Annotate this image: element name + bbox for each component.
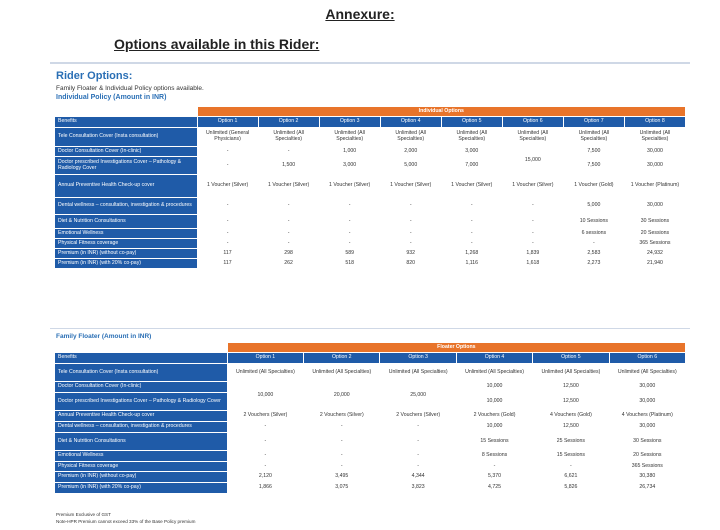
floater-header-option-2: Option 2 <box>304 353 379 363</box>
floater-cell: Unlimited (All Specialties) <box>304 364 379 381</box>
individual-cell: 1,839 <box>503 249 563 258</box>
individual-cell: Unlimited (All Specialties) <box>381 128 441 146</box>
individual-header-option-4: Option 4 <box>381 117 441 127</box>
individual-cell: - <box>198 157 258 174</box>
individual-cell: Unlimited (All Specialties) <box>320 128 380 146</box>
floater-cell: 1,866 <box>228 483 303 493</box>
individual-cell: 1,500 <box>259 157 319 174</box>
floater-header-row <box>55 353 685 363</box>
individual-cell: - <box>198 198 258 214</box>
individual-cell: - <box>259 198 319 214</box>
individual-cell: 1 Voucher (Silver) <box>198 175 258 197</box>
individual-row <box>55 229 685 238</box>
individual-header-option-1: Option 1 <box>198 117 258 127</box>
floater-cell: - <box>304 451 379 461</box>
floater-header-option-5: Option 5 <box>533 353 608 363</box>
floater-row <box>55 483 685 493</box>
individual-header-row <box>55 117 685 127</box>
floater-cell: 25,000 <box>380 382 455 410</box>
floater-cell: 20 Sessions <box>610 451 685 461</box>
individual-header-benefits: Benefits <box>55 117 197 127</box>
floater-cell: 10,000 <box>457 382 532 392</box>
individual-cell: 1 Voucher (Silver) <box>320 175 380 197</box>
individual-cell: - <box>381 215 441 228</box>
individual-cell: 2,583 <box>564 249 624 258</box>
floater-cell: - <box>228 422 303 432</box>
individual-cell: 5,000 <box>381 157 441 174</box>
individual-cell: Unlimited (All Specialties) <box>442 128 502 146</box>
floater-cell: 26,734 <box>610 483 685 493</box>
individual-cell: 2,000 <box>381 147 441 156</box>
floater-row <box>55 472 685 482</box>
individual-cell: 117 <box>198 259 258 268</box>
individual-row <box>55 175 685 197</box>
floater-cell: 2,120 <box>228 472 303 482</box>
individual-banner-spacer <box>55 107 197 116</box>
floater-cell: - <box>380 451 455 461</box>
individual-row <box>55 157 685 174</box>
floater-benefit-label: Emotional Wellness <box>55 451 227 461</box>
floater-cell: 10,000 <box>457 422 532 432</box>
floater-banner-spacer <box>55 343 227 352</box>
individual-cell: 1 Voucher (Silver) <box>442 175 502 197</box>
individual-cell: 589 <box>320 249 380 258</box>
individual-cell: - <box>320 239 380 248</box>
individual-cell: 6 sessions <box>564 229 624 238</box>
individual-cell: Unlimited (All Specialties) <box>259 128 319 146</box>
individual-header-option-8: Option 8 <box>625 117 685 127</box>
individual-cell: 1 Voucher (Gold) <box>564 175 624 197</box>
floater-benefit-label: Annual Preventive Health Check-up cover <box>55 411 227 421</box>
floater-cell: 15 Sessions <box>533 451 608 461</box>
floater-cell: 5,826 <box>533 483 608 493</box>
individual-benefit-label: Dental wellness – consultation, investigation & procedures <box>55 198 197 214</box>
individual-cell: 2,273 <box>564 259 624 268</box>
floater-cell: Unlimited (All Specialties) <box>457 364 532 381</box>
floater-benefit-label: Doctor Consultation Cover (In-clinic) <box>55 382 227 392</box>
floater-row <box>55 422 685 432</box>
floater-cell: 3,823 <box>380 483 455 493</box>
individual-cell: 20 Sessions <box>625 229 685 238</box>
floater-benefit-label: Physical Fitness coverage <box>55 462 227 471</box>
floater-cell: - <box>304 462 379 471</box>
individual-cell: - <box>259 239 319 248</box>
floater-header-option-6: Option 6 <box>610 353 685 363</box>
rider-options-title: Rider Options: <box>56 70 133 82</box>
floater-benefit-label: Dental wellness – consultation, investigation & procedures <box>55 422 227 432</box>
individual-benefit-label: Diet & Nutrition Consultations <box>55 215 197 228</box>
individual-cell: 1 Voucher (Silver) <box>503 175 563 197</box>
individual-banner-row <box>55 107 685 116</box>
floater-cell: 12,500 <box>533 382 608 392</box>
individual-cell: 7,500 <box>564 147 624 156</box>
individual-cell: - <box>320 215 380 228</box>
individual-cell: - <box>198 147 258 156</box>
individual-cell: 1,618 <box>503 259 563 268</box>
floater-cell: 30 Sessions <box>610 433 685 450</box>
individual-cell: 21,940 <box>625 259 685 268</box>
floater-cell: - <box>228 433 303 450</box>
individual-cell: - <box>198 215 258 228</box>
individual-row <box>55 249 685 258</box>
individual-row <box>55 198 685 214</box>
family-floater-label: Family Floater (Amount in INR) <box>56 333 152 340</box>
floater-cell: Unlimited (All Specialties) <box>380 364 455 381</box>
floater-cell: 4 Vouchers (Gold) <box>533 411 608 421</box>
floater-benefit-label: Diet & Nutrition Consultations <box>55 433 227 450</box>
individual-cell: - <box>503 215 563 228</box>
individual-header-option-5: Option 5 <box>442 117 502 127</box>
individual-benefit-label: Emotional Wellness <box>55 229 197 238</box>
panel-divider-2 <box>50 328 690 329</box>
floater-cell: 4,725 <box>457 483 532 493</box>
individual-cell: 298 <box>259 249 319 258</box>
floater-cell: 30,000 <box>610 382 685 392</box>
individual-cell: 1 Voucher (Platinum) <box>625 175 685 197</box>
individual-cell: 3,000 <box>320 157 380 174</box>
individual-cell: - <box>442 229 502 238</box>
individual-cell: - <box>442 215 502 228</box>
individual-cell: 5,000 <box>564 198 624 214</box>
individual-row <box>55 215 685 228</box>
individual-cell: - <box>442 239 502 248</box>
individual-cell: 1,000 <box>320 147 380 156</box>
individual-cell: - <box>381 239 441 248</box>
floater-cell: 5,370 <box>457 472 532 482</box>
individual-cell: 365 Sessions <box>625 239 685 248</box>
annexure-heading: Annexure: <box>325 6 395 22</box>
individual-cell: 1,116 <box>442 259 502 268</box>
individual-row <box>55 128 685 146</box>
individual-cell: - <box>320 198 380 214</box>
individual-policy-label: Individual Policy (Amount in INR) <box>56 94 167 101</box>
floater-cell: 15 Sessions <box>457 433 532 450</box>
individual-cell: Unlimited (All Specialties) <box>625 128 685 146</box>
individual-cell: - <box>198 229 258 238</box>
floater-header-option-4: Option 4 <box>457 353 532 363</box>
floater-cell: - <box>380 422 455 432</box>
floater-cell: 6,621 <box>533 472 608 482</box>
floater-cell: - <box>380 433 455 450</box>
individual-benefit-label: Premium (in INR) (with 20% co-pay) <box>55 259 197 268</box>
floater-cell: 2 Vouchers (Silver) <box>380 411 455 421</box>
individual-banner: Individual Options <box>198 107 685 116</box>
individual-header-option-3: Option 3 <box>320 117 380 127</box>
individual-cell: - <box>381 229 441 238</box>
floater-banner-row <box>55 343 685 352</box>
individual-cell: 30,000 <box>625 147 685 156</box>
floater-cell: 8 Sessions <box>457 451 532 461</box>
floater-cell: 12,500 <box>533 393 608 410</box>
individual-cell: 24,932 <box>625 249 685 258</box>
individual-cell: 3,000 <box>442 147 502 156</box>
floater-cell: - <box>228 451 303 461</box>
individual-row <box>55 147 685 156</box>
floater-cell: - <box>304 422 379 432</box>
individual-cell: Unlimited (General Physicians) <box>198 128 258 146</box>
individual-cell: 518 <box>320 259 380 268</box>
individual-cell: 820 <box>381 259 441 268</box>
floater-cell: 30,000 <box>610 393 685 410</box>
floater-cell: 3,495 <box>304 472 379 482</box>
individual-cell: 1 Voucher (Silver) <box>381 175 441 197</box>
individual-benefit-label: Physical Fitness coverage <box>55 239 197 248</box>
individual-cell: 30 Sessions <box>625 215 685 228</box>
individual-cell: - <box>259 229 319 238</box>
floater-cell: - <box>380 462 455 471</box>
individual-benefit-label: Annual Preventive Health Check-up cover <box>55 175 197 197</box>
individual-cell: - <box>503 239 563 248</box>
floater-cell: - <box>533 462 608 471</box>
floater-cell: 30,000 <box>610 422 685 432</box>
individual-cell: 117 <box>198 249 258 258</box>
footnote-gst: Premium Exclusive of GST <box>56 512 111 517</box>
floater-cell: Unlimited (All Specialties) <box>533 364 608 381</box>
individual-cell: 7,000 <box>442 157 502 174</box>
floater-row <box>55 411 685 421</box>
floater-row <box>55 451 685 461</box>
individual-header-option-6: Option 6 <box>503 117 563 127</box>
floater-cell: 2 Vouchers (Gold) <box>457 411 532 421</box>
rider-options-subtitle: Family Floater & Individual Policy options available. <box>56 85 204 92</box>
individual-benefit-label: Tele Consultation Cover (Insta consultation) <box>55 128 197 146</box>
individual-benefit-label: Premium (in INR) (without co-pay) <box>55 249 197 258</box>
individual-cell: 15,000 <box>503 147 563 174</box>
floater-cell: 3,075 <box>304 483 379 493</box>
floater-cell: 365 Sessions <box>610 462 685 471</box>
individual-options-table <box>54 106 686 269</box>
floater-banner: Floater Options <box>228 343 685 352</box>
individual-cell: 7,500 <box>564 157 624 174</box>
individual-benefit-label: Doctor Consultation Cover (In-clinic) <box>55 147 197 156</box>
individual-cell: 262 <box>259 259 319 268</box>
floater-header-benefits: Benefits <box>55 353 227 363</box>
individual-cell: 10 Sessions <box>564 215 624 228</box>
individual-cell: 1,268 <box>442 249 502 258</box>
individual-cell: 1 Voucher (Silver) <box>259 175 319 197</box>
individual-cell: - <box>320 229 380 238</box>
individual-cell: - <box>442 198 502 214</box>
individual-cell: - <box>259 147 319 156</box>
floater-header-option-1: Option 1 <box>228 353 303 363</box>
individual-cell: 30,000 <box>625 198 685 214</box>
individual-row <box>55 259 685 268</box>
floater-benefit-label: Tele Consultation Cover (Insta consultation) <box>55 364 227 381</box>
floater-benefit-label: Premium (in INR) (with 20% co-pay) <box>55 483 227 493</box>
floater-cell: Unlimited (All Specialties) <box>610 364 685 381</box>
floater-cell: 25 Sessions <box>533 433 608 450</box>
floater-cell: Unlimited (All Specialties) <box>228 364 303 381</box>
individual-row <box>55 239 685 248</box>
options-subheading: Options available in this Rider: <box>114 36 320 52</box>
floater-row <box>55 364 685 381</box>
individual-cell: - <box>381 198 441 214</box>
floater-row <box>55 433 685 450</box>
floater-row <box>55 382 685 392</box>
floater-cell: 2 Vouchers (Silver) <box>304 411 379 421</box>
individual-cell: - <box>259 215 319 228</box>
floater-cell: 4 Vouchers (Platinum) <box>610 411 685 421</box>
floater-cell: 10,000 <box>228 382 303 410</box>
individual-cell: - <box>198 239 258 248</box>
individual-header-option-2: Option 2 <box>259 117 319 127</box>
individual-cell: 932 <box>381 249 441 258</box>
footnote-hpr: Note-HPR Premium cannot exceed 33% of the Base Policy premium <box>56 519 196 524</box>
individual-cell: Unlimited (All Specialties) <box>564 128 624 146</box>
floater-cell: 20,000 <box>304 382 379 410</box>
individual-benefit-label: Doctor prescribed Investigations Cover – Pathology & Radiology Cover <box>55 157 197 174</box>
floater-header-option-3: Option 3 <box>380 353 455 363</box>
individual-cell: - <box>503 229 563 238</box>
individual-header-option-7: Option 7 <box>564 117 624 127</box>
individual-cell: 30,000 <box>625 157 685 174</box>
floater-cell: 10,000 <box>457 393 532 410</box>
floater-cell: 2 Vouchers (Silver) <box>228 411 303 421</box>
floater-benefit-label: Premium (in INR) (without co-pay) <box>55 472 227 482</box>
floater-cell: - <box>228 462 303 471</box>
floater-row <box>55 462 685 471</box>
floater-cell: 4,344 <box>380 472 455 482</box>
floater-cell: 12,500 <box>533 422 608 432</box>
floater-options-table <box>54 342 686 494</box>
individual-cell: Unlimited (All Specialties) <box>503 128 563 146</box>
floater-cell: - <box>457 462 532 471</box>
floater-benefit-label: Doctor prescribed Investigations Cover – Pathology & Radiology Cover <box>55 393 227 410</box>
floater-cell: 30,380 <box>610 472 685 482</box>
individual-cell: - <box>564 239 624 248</box>
panel-divider <box>50 62 690 64</box>
floater-cell: - <box>304 433 379 450</box>
individual-cell: - <box>503 198 563 214</box>
